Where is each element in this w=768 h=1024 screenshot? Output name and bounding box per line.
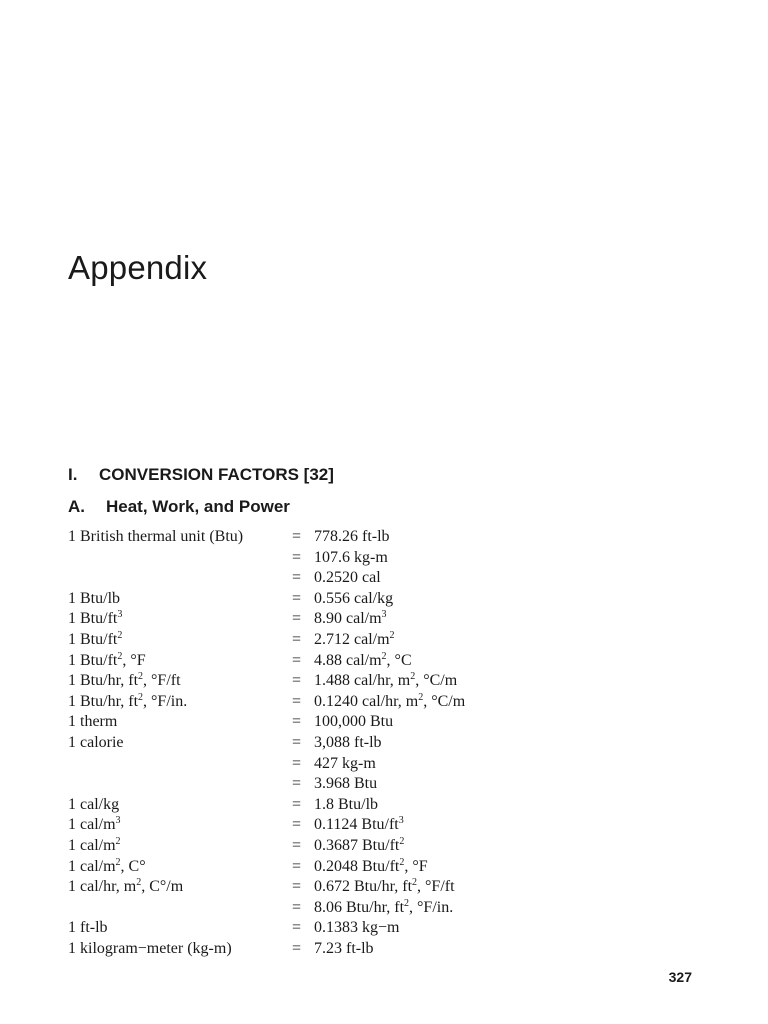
- table-row: [68, 877, 465, 898]
- value-cell: [314, 898, 453, 919]
- unit-cell: [68, 548, 292, 569]
- superscript: 2: [136, 877, 142, 889]
- unit-cell: [68, 857, 292, 878]
- text-segment: , C°/m: [141, 878, 184, 896]
- section-heading-conversion-factors: [68, 464, 334, 486]
- text-segment: 8.90 cal/m: [314, 610, 382, 628]
- table-row: [68, 836, 465, 857]
- superscript: 2: [399, 856, 405, 868]
- text-segment: 7.23 ft-lb: [314, 939, 374, 957]
- text-segment: 1 Btu/hr, ft: [68, 672, 139, 690]
- superscript: 3: [117, 609, 123, 621]
- equals-sign: =: [292, 672, 302, 690]
- table-row: [68, 898, 465, 919]
- value-cell: [314, 589, 393, 610]
- section-title: CONVERSION FACTORS [32]: [99, 465, 334, 484]
- unit-cell: [68, 815, 292, 836]
- text-segment: 778.26 ft-lb: [314, 528, 390, 545]
- unit-cell: [68, 609, 292, 630]
- superscript: 2: [410, 671, 416, 683]
- text-segment: 0.1124 Btu/ft: [314, 816, 399, 834]
- table-row: [68, 733, 465, 754]
- text-segment: 1 Btu/lb: [68, 589, 121, 607]
- text-segment: 1 cal/hr, m: [68, 878, 137, 896]
- text-segment: , °F: [404, 857, 428, 875]
- equals-sign: =: [292, 919, 302, 937]
- text-segment: 1 kilogram−meter (kg-m): [68, 939, 232, 957]
- table-row: [68, 815, 465, 836]
- superscript: 2: [418, 691, 424, 703]
- value-cell: [314, 712, 393, 733]
- text-segment: 100,000 Btu: [314, 713, 394, 731]
- unit-cell: [68, 692, 292, 713]
- value-cell: [314, 857, 428, 878]
- superscript: 3: [381, 609, 387, 621]
- superscript: 2: [404, 897, 410, 909]
- text-segment: 1 British thermal unit (Btu): [68, 528, 244, 545]
- superscript: 2: [412, 877, 418, 889]
- unit-cell: [68, 630, 292, 651]
- equals-sign: =: [292, 569, 302, 587]
- text-segment: , °F/in.: [143, 692, 188, 710]
- value-cell: [314, 815, 404, 836]
- text-segment: 1 calorie: [68, 733, 124, 751]
- superscript: 2: [381, 650, 387, 662]
- equals-sign: =: [292, 548, 302, 566]
- superscript: 2: [117, 650, 123, 662]
- value-cell: [314, 527, 390, 548]
- table-row: [68, 918, 465, 939]
- equals-sign: =: [292, 528, 302, 545]
- text-segment: , °C/m: [415, 672, 458, 690]
- table-row: [68, 692, 465, 713]
- value-cell: [314, 877, 455, 898]
- unit-cell: [68, 836, 292, 857]
- text-segment: 3.968 Btu: [314, 775, 378, 793]
- equals-sign: =: [292, 775, 302, 793]
- superscript: 2: [138, 671, 144, 683]
- equals-sign: =: [292, 939, 302, 957]
- equals-sign: =: [292, 713, 302, 731]
- unit-cell: [68, 939, 292, 960]
- text-segment: 1 Btu/ft: [68, 651, 118, 669]
- subsection-title: Heat, Work, and Power: [106, 497, 290, 516]
- table-row: [68, 857, 465, 878]
- value-cell: [314, 630, 395, 651]
- text-segment: 0.672 Btu/hr, ft: [314, 878, 413, 896]
- text-segment: 2.712 cal/m: [314, 630, 390, 648]
- equals-sign: =: [292, 898, 302, 916]
- value-cell: [314, 754, 376, 775]
- superscript: 2: [399, 835, 405, 847]
- text-segment: 0.2048 Btu/ft: [314, 857, 400, 875]
- value-cell: [314, 939, 374, 960]
- table-row: [68, 939, 465, 960]
- unit-cell: [68, 589, 292, 610]
- table-row: [68, 671, 465, 692]
- text-segment: 1 cal/m: [68, 857, 116, 875]
- unit-cell: [68, 754, 292, 775]
- text-segment: 427 kg-m: [314, 754, 376, 772]
- text-segment: , °C: [386, 651, 412, 669]
- equals-sign: =: [292, 589, 302, 607]
- text-segment: 1 therm: [68, 713, 118, 731]
- value-cell: [314, 548, 388, 569]
- value-cell: [314, 836, 404, 857]
- equals-sign: =: [292, 754, 302, 772]
- value-cell: [314, 692, 465, 713]
- value-cell: [314, 609, 387, 630]
- conversion-table: [68, 527, 465, 959]
- text-segment: 0.1240 cal/hr, m: [314, 692, 419, 710]
- text-segment: 4.88 cal/m: [314, 651, 382, 669]
- superscript: 3: [115, 815, 121, 827]
- subsection-heading-heat-work-power: [68, 496, 290, 518]
- superscript: 2: [117, 629, 123, 641]
- table-row: [68, 754, 465, 775]
- text-segment: 1.8 Btu/lb: [314, 795, 379, 813]
- section-number: I.: [68, 465, 78, 484]
- text-segment: 1 cal/m: [68, 816, 116, 834]
- equals-sign: =: [292, 651, 302, 669]
- page-number: 327: [668, 969, 692, 985]
- superscript: 2: [115, 856, 121, 868]
- text-segment: , °F/ft: [417, 878, 455, 896]
- unit-cell: [68, 733, 292, 754]
- table-row: [68, 527, 465, 548]
- unit-cell: [68, 527, 292, 548]
- value-cell: [314, 774, 377, 795]
- table-row: [68, 651, 465, 672]
- text-segment: , °F: [122, 651, 146, 669]
- value-cell: [314, 568, 381, 589]
- text-segment: 107.6 kg-m: [314, 548, 388, 566]
- unit-cell: [68, 898, 292, 919]
- superscript: 2: [389, 629, 395, 641]
- unit-cell: [68, 795, 292, 816]
- table-row: [68, 548, 465, 569]
- text-segment: 0.1383 kg−m: [314, 919, 400, 937]
- chapter-title: Appendix: [68, 249, 208, 286]
- text-segment: 1 Btu/ft: [68, 630, 118, 648]
- unit-cell: [68, 568, 292, 589]
- unit-cell: [68, 712, 292, 733]
- unit-cell: [68, 877, 292, 898]
- value-cell: [314, 671, 457, 692]
- text-segment: 0.3687 Btu/ft: [314, 836, 400, 854]
- text-segment: 0.556 cal/kg: [314, 589, 394, 607]
- superscript: 3: [398, 815, 404, 827]
- text-segment: 8.06 Btu/hr, ft: [314, 898, 405, 916]
- table-row: [68, 712, 465, 733]
- unit-cell: [68, 671, 292, 692]
- superscript: 2: [115, 835, 121, 847]
- table-row: [68, 774, 465, 795]
- subsection-number: A.: [68, 497, 85, 516]
- text-segment: 1 Btu/hr, ft: [68, 692, 139, 710]
- unit-cell: [68, 651, 292, 672]
- superscript: 2: [138, 691, 144, 703]
- text-segment: , °F/in.: [409, 898, 454, 916]
- equals-sign: =: [292, 836, 302, 854]
- text-segment: 1 cal/kg: [68, 795, 120, 813]
- equals-sign: =: [292, 610, 302, 628]
- unit-cell: [68, 918, 292, 939]
- text-segment: , °F/ft: [143, 672, 181, 690]
- text-segment: 0.2520 cal: [314, 569, 381, 587]
- value-cell: [314, 918, 399, 939]
- value-cell: [314, 733, 382, 754]
- text-segment: 3,088 ft-lb: [314, 733, 382, 751]
- table-row: [68, 630, 465, 651]
- table-row: [68, 795, 465, 816]
- text-segment: 1 Btu/ft: [68, 610, 118, 628]
- equals-sign: =: [292, 816, 302, 834]
- table-row: [68, 568, 465, 589]
- table-row: [68, 589, 465, 610]
- text-segment: , °C/m: [423, 692, 466, 710]
- value-cell: [314, 795, 378, 816]
- text-segment: 1.488 cal/hr, m: [314, 672, 411, 690]
- value-cell: [314, 651, 412, 672]
- text-segment: 1 ft-lb: [68, 919, 108, 937]
- table-row: [68, 609, 465, 630]
- equals-sign: =: [292, 733, 302, 751]
- text-segment: 1 cal/m: [68, 836, 116, 854]
- equals-sign: =: [292, 857, 302, 875]
- text-segment: , C°: [120, 857, 146, 875]
- equals-sign: =: [292, 692, 302, 710]
- equals-sign: =: [292, 795, 302, 813]
- unit-cell: [68, 774, 292, 795]
- equals-sign: =: [292, 878, 302, 896]
- equals-sign: =: [292, 630, 302, 648]
